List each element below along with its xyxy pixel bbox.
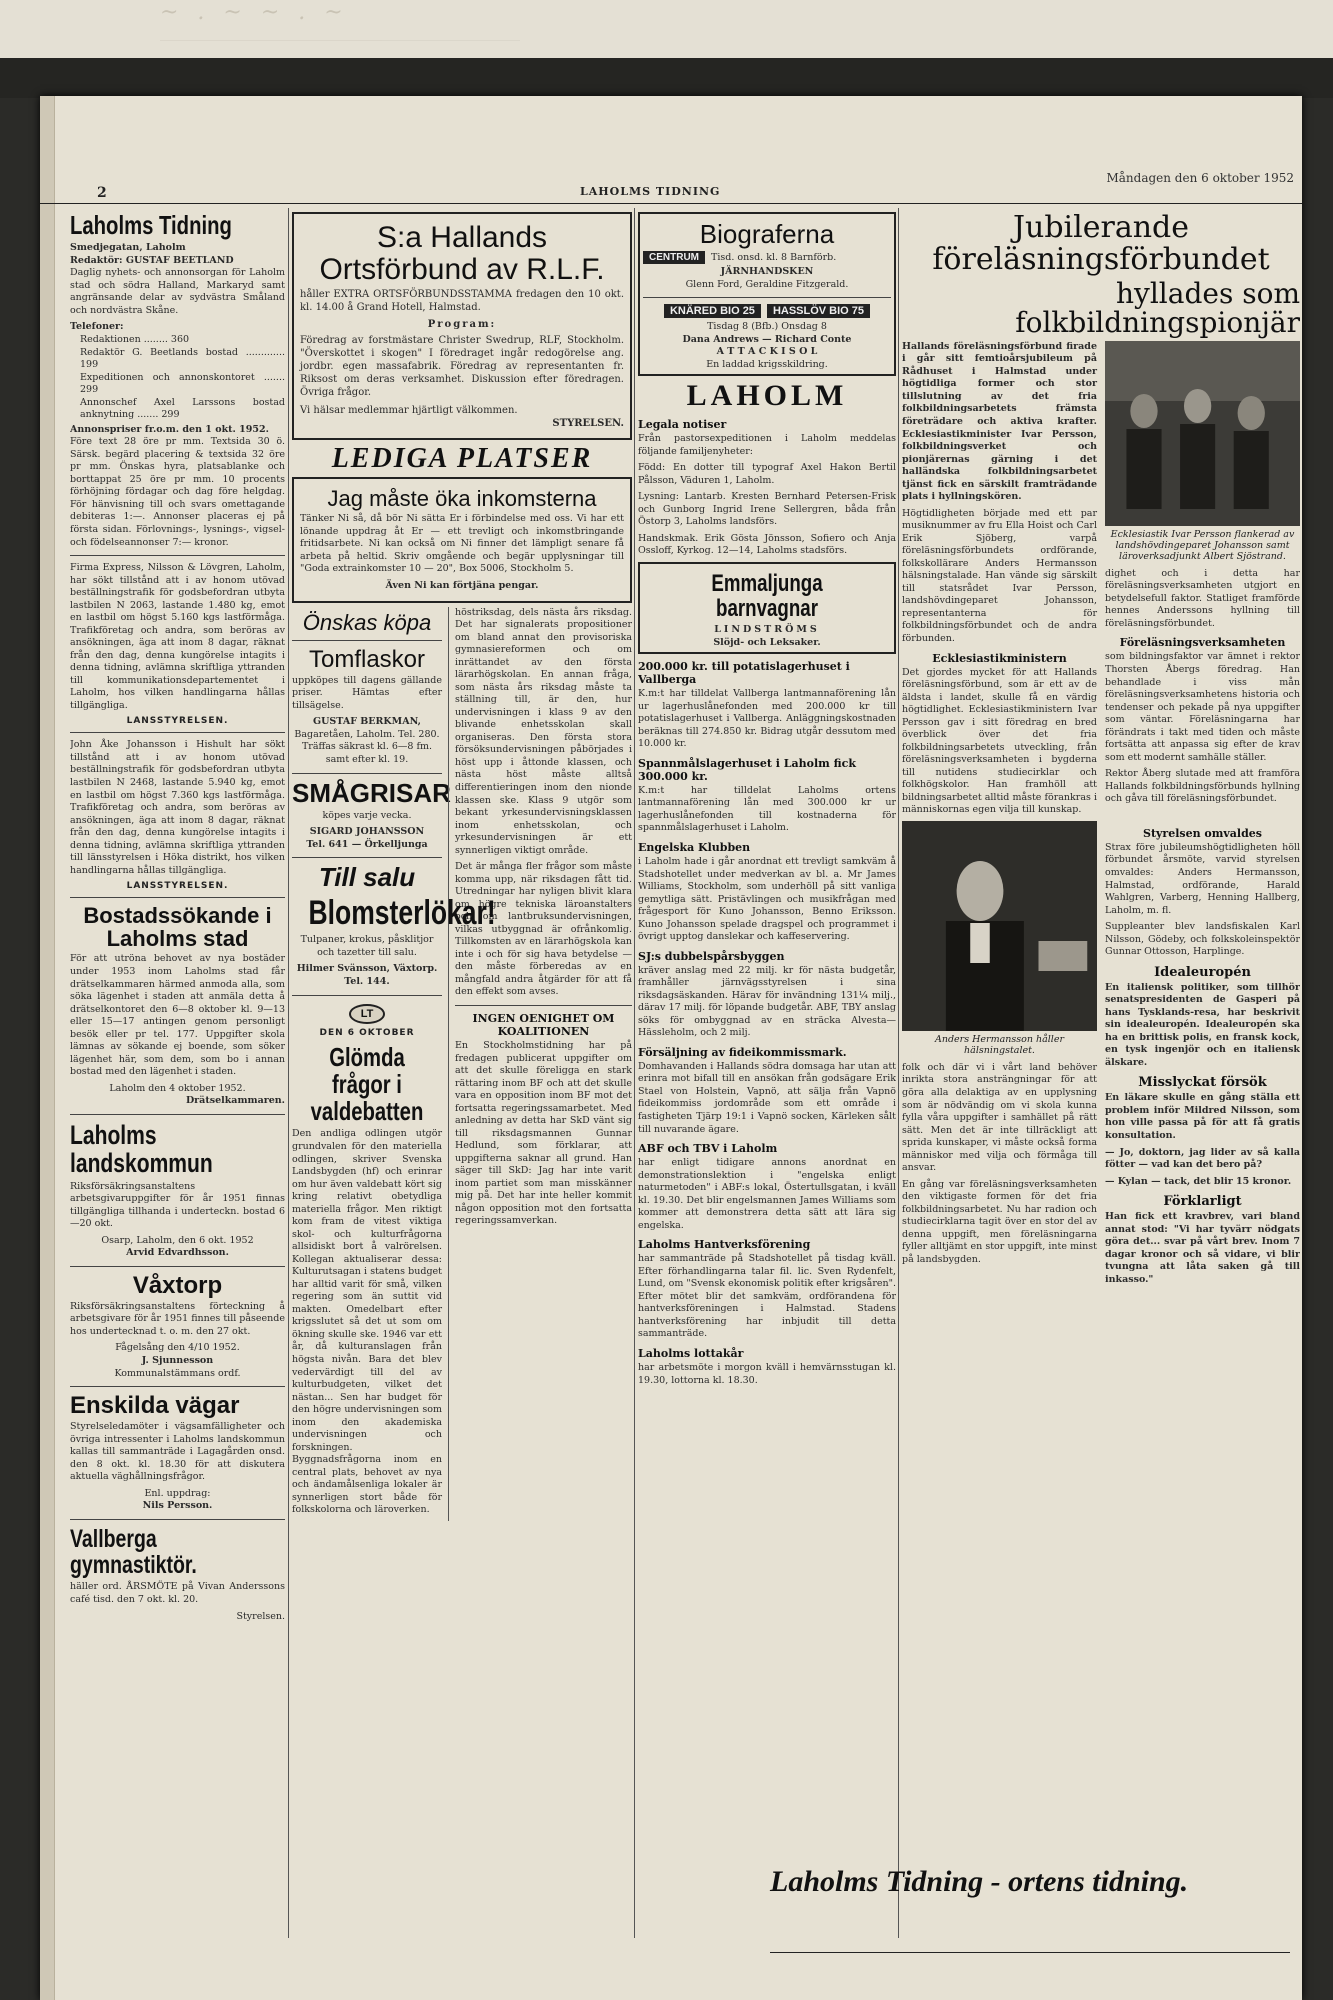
article-lead: Hallands föreläsningsförbund firade i går sitt femtioårsjubileum på Rådhuset i Halmstad under högtidliga former och stor tillslutning av det fria folkbildningsarbetets främsta företrädare och aktiva krafter. Ecklesiastikminister Ivar Persson, folkbildningsverket och pionjärernas gärning i det halländska folkbildningsarbetet tjänst fick en särskilt framträdande plats i hyllningskören. <box>902 340 1097 503</box>
article-text: K.m:t har tilldelat Vallberga lantmannaförening lån ur lagerhuslånefonden med 200.000 kr till potatislagerhuset i Vallberga. Anläggningskostnaden beräknas till 274.850 kr. Bidrag utgår dessutom med 10.000 kr. <box>638 688 896 750</box>
ad-signature: Styrelsen. <box>236 1610 285 1622</box>
article-text: Rektor Åberg slutade med att framföra Hallands folkbildningsförbunds hyllning och gåva till föreläsningsförbundet. <box>1105 768 1300 805</box>
ad-welcome: Vi hälsar medlemmar hjärtligt välkommen. <box>300 404 518 416</box>
divider <box>70 1386 285 1387</box>
article-text: K.m:t har tilldelat Laholms ortens lantmannaförening lån med 300.000 kr ur lagerhuslånefonden till kostnaderna för spannmålslagerhuset i Laholm. <box>638 784 896 834</box>
masthead-title: Laholms Tidning <box>70 210 232 240</box>
ad-signature: Fågelsång den 4/10 1952. <box>115 1342 240 1354</box>
film-title: A T T A C K I S O L <box>716 346 818 358</box>
ad-heading: Tomflaskor <box>308 645 426 673</box>
divider <box>70 1266 285 1267</box>
ad-heading: SMÅGRISAR <box>292 777 451 808</box>
ad-signature: Drätselkammaren. <box>185 1095 285 1107</box>
ad-name: Hilmer Svänsson, Växtorp. Tel. 144. <box>296 963 438 988</box>
divider <box>643 297 891 298</box>
article-text: Född: En dotter till typograf Axel Hakon Bertil Pålsson, Väduren 1, Laholm. <box>638 462 896 486</box>
ad-phone: Tel. 641 — Örkelljunga <box>306 838 428 850</box>
ad-address: Bagaretåen, Laholm. Tel. 280. <box>294 728 440 740</box>
article-text: kräver anslag med 22 milj. kr för nästa budgetår, framhåller järnvägsstyrelsen i sina riksdagsäskanden. Härav för invändning 131¼ milj., därav 17 milj. för löpande budgetår. ABF, TBY anslag söks för ombyggnad av en sträcka Alvesta—Hässleholm, och 2 milj. <box>638 964 896 1039</box>
cinema-logo: HASSLÖV BIO 75 <box>767 304 870 318</box>
photo-caption: Ecklesiastik Ivar Persson flankerad av landshövdingeparet Johansson samt läroverksadjunkt Albert Sjöstrand. <box>1110 528 1295 562</box>
article-text: Domhavanden i Hallands södra domsaga har utan att erinra mot bifall till en ansökan från godsägare Erik Stael von Holstein, Vapnö, att sälja från Vapnö fideikommiss jordområde som ett område i fastigheten Tjärp 19:1 i Vapnö socken, Kärleken sålt till nuvarande ägare. <box>638 1060 896 1135</box>
phones-label: Telefoner: <box>70 321 124 333</box>
lt-logo: LT <box>349 1004 386 1024</box>
ad-text: Tänker Ni så, då bör Ni sätta Er i förbindelse med oss. Vi har ett lönande uppdrag åt Er — ett trevligt och inkomstbringande fritidsarbete. Ni kan också om Ni finner det lämpligt senare få arbeta på heltid. Skriv omgående och begär upplysningar till "Goda extrainkomster 10 — 20", Box 5006, Stockholm 5. <box>300 513 624 575</box>
running-header <box>40 171 1302 204</box>
section-heading: LEDIGA PLATSER <box>331 442 593 474</box>
article-text: En läkare skulle en gång ställa ett problem inför Mildred Nilsson, som hon ville passa på för att få gratis konsultation. <box>1105 1092 1300 1141</box>
ad-signature: J. Sjunnesson <box>141 1355 214 1367</box>
ad-text: Tulpaner, krokus, påsklitjor och tazetter till salu. <box>300 934 434 958</box>
ad-heading: Enskilda vägar <box>70 1392 240 1420</box>
article-text: Den andliga odlingen utgör grundvalen för den materiella odlingen, skriver Svenska Landsbygden (hf) och erinrar om hur även valdebatt kört sig kring relativt obetydliga materiella frågor. Men riktigt kom fram de vitest viktiga skol- och kulturfrågorna allsidiskt bort å valrörelsen. Kollegan aktualiserar dessa: Kulturutsagan i statens budget har alltid varit för små, vilken regering som än suttit vid makten. Omedelbart efter krigsslutet så det ut som om ökning skulle ske. 1946 var ett år, då kulturanslagen från högsta nivån. Bara det blev vedervärdigt till del av kulturbudgeten, vilket det nästan... Sen har budget för den högre undervisningen som inom den akademiska undervisningen och forskningen. Byggnadsfrågorna inom en central plats, behovet av nya och ändamålsenliga lokaler är synnerligen stort både för folkskolorna och läroverken. <box>292 1128 442 1516</box>
film-title: JÄRNHANDSKEN <box>720 266 814 278</box>
headline: Jubilerande föreläsningsförbundet <box>932 210 1270 277</box>
ad-name: GUSTAF BERKMAN, <box>313 716 421 728</box>
article-text: — Kylan — tack, det blir 15 kronor. <box>1105 1175 1292 1187</box>
page-number: 2 <box>97 185 107 201</box>
article-heading: INGEN OENIGHET OM KOALITIONEN <box>472 1012 615 1039</box>
article-heading: ABF och TBV i Laholm <box>638 1142 778 1156</box>
article-text: En gång var föreläsningsverksamheten den viktigaste formen för det fria folkbildningsarbetet. Nu har radion och studiecirklarna tagit över en stor del av denna uppgift, men föreläsningarna fyller alltjämt en stor uppgift, inte minst på landsbygden. <box>902 1178 1097 1265</box>
article-heading: Ecklesiastikministern <box>932 651 1067 665</box>
divider <box>70 732 285 733</box>
job-ad <box>292 477 632 602</box>
ad-text: Riksförsäkringsanstaltens arbetsgivaruppgifter för år 1951 finnas tillgängliga tillhanda i underteckn. bostad 6—20 okt. <box>70 1180 285 1230</box>
film-description: En laddad krigsskildring. <box>706 358 828 370</box>
article-text: Han fick ett kravbrev, vari bland annat stod: "Vi har tyvärr nödgats göra det... svar på vårt brev. Inom 7 dagar kronor och så vidare, vi blir tvungna att låta saken gå till inkasso." <box>1105 1211 1300 1285</box>
ad-heading: Emmaljunga barnvagnar <box>711 569 823 622</box>
ad-signature: Arvid Edvardhsson. <box>126 1247 229 1259</box>
cinema-logo: CENTRUM <box>643 251 705 264</box>
phone-line: Redaktionen ........ 360 <box>80 334 190 346</box>
ad-text: häller ord. ÅRSMÖTE på Vivan Anderssons café tisd. den 7 okt. kl. 20. <box>70 1581 285 1606</box>
program-label: Program: <box>427 319 497 331</box>
ortsforbund-ad <box>292 212 632 440</box>
masthead-editor: Redaktör: GUSTAF BEETLAND <box>70 254 234 266</box>
divider <box>770 1952 1290 1953</box>
phone-line: Expeditionen och annonskontoret ....... 299 <box>80 371 285 396</box>
phone-line: Annonschef Axel Larssons bostad anknytning ....... 299 <box>80 396 285 421</box>
film-cast: Dana Andrews — Richard Conte <box>682 333 852 345</box>
photo-ceremony-image <box>1105 341 1300 526</box>
article-text: i Laholm hade i går anordnat ett trevligt samkväm å Stadshotellet under medverkan av bl. a. Mr James Williams, Stockholm, som underhöll på sitt vanliga gemytliga sätt. Pristävlingen och musikfrågan med frågesport för Kuno Johansson, Benno Eriksson. Kuno Johansson spelade dragspel och programmet i övrigt upptog danslekar och kaffeservering. <box>638 855 896 943</box>
article-heading: Legala notiser <box>638 417 727 431</box>
ad-name: LINDSTRÖMS <box>714 624 820 636</box>
notice-signature: LANSSTYRELSEN. <box>126 716 229 727</box>
masthead-about: Daglig nyhets- och annonsorgan för Laholm stad och södra Halland, Markaryd samt angränsande delar av sydvästra Småland och nordvästra Skåne. <box>70 267 285 316</box>
paper-slogan: Laholms Tidning - ortens tidning. <box>770 1865 1189 1898</box>
article-heading: Föreläsningsverksamheten <box>1119 636 1286 650</box>
emmaljunga-ad <box>638 562 896 654</box>
article-text: Från pastorsexpeditionen i Laholm meddelas följande familjenyheter: <box>638 432 896 457</box>
article-text: Suppleanter blev landsfiskalen Karl Nilsson, Gödeby, och folkskoleinspektör Gunnar Ottosson, Harplinge. <box>1105 921 1300 958</box>
article-heading: Försäljning av fideikommissmark. <box>638 1045 847 1059</box>
prices-text: Före text 28 öre pr mm. Textsida 30 ö. Särsk. begärd placering & textsida 32 öre pr mm. Önskas hyra, platsablanke och borttappat 25 öre pr mm. 10 procents förhöjning fördagar och dag före helgdag. För hänvisning till och svars omettagande debiteras 1:—. Annonser placeras ej på första sidan. Förlovnings-, lysnings-, vigsel- och födelseannonser 7:— kronor. <box>70 436 285 548</box>
column-4 <box>902 208 1300 1928</box>
article-text: har enligt tidigare annons anordnat en demonstrationslektion i "engelska enligt naturmetoden" i ABF:s lokal, Östertullsgatan, i kväll kl. 19.30. Det blir engelsmannen James Williams som kommer att demonstrera detta sätt att lära sig engelska. <box>638 1157 896 1231</box>
article-heading: Laholms lottakår <box>638 1346 744 1360</box>
article-text: En Stockholmstidning har på fredagen publicerat uppgifter om att det skulle föreligga en stark rättaring inom BF och att det skulle vara en opposition inom BF mot det fortsatta regeringssamarbetet. Med anledning av detta har SkD vänt sig till riksdagsmannen Gunnar Hedlund, som förklarar, att uppgifterna saknar all grund. Han säger till SkD: Jag har inte varit inom partiet som man misskänner mig på. Det har inte heller kommit någon opposition mot den fortsatta regeringssamverkan. <box>455 1040 632 1227</box>
section-heading: Biograferna <box>699 219 835 249</box>
article-text: som bildningsfaktor var ämnet i rektor Thorsten Åbergs föredrag. Han behandlade i viss mån föreläsningsverksamhetens historia och tendenser och pekade på nya uppgifter som väntar. Föreläsningarna har förändrats i takt med tiden och måste fortsätta att anpassa sig efter de krav som ett modernt samhälle ställer. <box>1105 651 1300 763</box>
ad-slogan: Även Ni kan förtjäna pengar. <box>385 580 539 592</box>
article-text: En italiensk politiker, som tillhör senatspresidenten de Gasperi på hans Tysklands-resa, har beskrivit sin idealeuropén. Idealeuropén ska ha en brittisk polis, en fransk kock, en tysk ingenjör och en italiensk älskare. <box>1105 981 1300 1068</box>
cinema-times: Tisdag 8 (Bfb.) Onsdag 8 <box>707 321 827 333</box>
column-1 <box>70 208 285 1928</box>
issue-date: Måndagen den 6 oktober 1952 <box>1106 171 1294 185</box>
column-2 <box>292 208 632 1928</box>
ad-heading: Laholms landskommun <box>70 1119 213 1179</box>
ad-heading: S:a Hallands Ortsförbund av R.L.F. <box>319 221 605 286</box>
ad-signature: Osarp, Laholm, den 6 okt. 1952 <box>101 1234 254 1246</box>
lt-date: DEN 6 OKTOBER <box>319 1027 415 1038</box>
column-rule <box>634 208 635 1938</box>
article-text: har sammanträde på Stadshotellet på tisdag kväll. Efter förhandlingarna talar fil. lic. Sven Rydenfelt, Lund, om "Svensk ekonomisk politik efter krigsåren". Efter mötet blir det samkväm, ordförandena för hantverksföreningen i Halmstad. Stadens hantverksförening har inbjudit till detta sammanträde. <box>638 1253 896 1340</box>
prices-heading: Annonspriser fr.o.m. den 1 okt. 1952. <box>70 423 269 435</box>
ad-hours: Träffas säkrast kl. 6—8 fm. samt efter kl. 19. <box>301 741 433 766</box>
ad-heading: Jag måste öka inkomsterna <box>327 486 597 512</box>
article-heading: Misslyckat försök <box>1138 1075 1267 1091</box>
cinema-logo: KNÄRED BIO 25 <box>664 304 761 318</box>
article-text: Strax före jubileumshögtidligheten höll förbundet årsmöte, varvid styrelsen omvaldes: Anders Hermansson, Halmstad, ordförande, Harald Wahlgren, Varberg, Henning Hallberg, Laholm, m. fl. <box>1105 841 1300 916</box>
ad-heading: Blomsterlökar! <box>308 893 496 932</box>
article-text: Handskmak. Erik Gösta Jönsson, Sofiero och Anja Ossloff, Kyrkog. 12—14, Laholms stadsförs. <box>638 532 896 557</box>
newspaper-page <box>40 96 1302 2000</box>
article-text: Lysning: Lantarb. Kresten Bernhard Petersen-Frisk och Gunborg Ingrid Irene Sellergren, båda från Östorp 3, Laholms landsförs. <box>638 491 896 528</box>
article-heading: Styrelsen omvaldes <box>1143 826 1262 840</box>
article-text: Högtidligheten började med ett par musiknummer av fru Ella Hoist och Carl Erik Sjöberg, varpå föreläsningsförbundets ordförande, folkskollärare Anders Hermansson hälsningstalade. Han vände sig särskilt till statsrådet Ivar Persson, landshövdingeparet Johansson, representanterna för folkbildningsförbundet och de andra förbunden. <box>902 507 1097 644</box>
notice-text: Firma Express, Nilsson & Lövgren, Laholm, har sökt tillstånd att i av honom utövad beställningstrafik för godsbefordran utbyta lastbilen N 2063, lastande 1.480 kg, emot en lastbil om högst 5.160 kgs lastförmåga. Trafikföretag och andra, som beröras av ansökningen, äga att inom 8 dagar, räknat från den dag, denna kungörelse intagits i denna tidning, avlämna skriftliga yttranden till kommunikationsdepartementet i Laholm, hos vilken handlingarna hållas tillgängliga. <box>70 562 285 711</box>
photo-caption: Anders Hermansson håller hälsningstalet. <box>935 1033 1064 1056</box>
program-text: Föredrag av forstmästare Christer Swedrup, RLF, Stockholm. "Överskottet i skogen" I föredraget ingår redogörelse ang. jordbr. egen massafabrik. Föredrag av representanten fr. Riksost om deras verksamhet. Diskussion efter föredragen. Övriga frågor. <box>300 334 624 399</box>
ad-text: Slöjd- och Leksaker. <box>713 636 821 648</box>
divider <box>70 897 285 898</box>
ad-signature: STYRELSEN. <box>552 417 624 429</box>
cinema-box <box>638 212 896 376</box>
ad-text: håller EXTRA ORTSFÖRBUNDSSTAMMA fredagen den 10 okt. kl. 14.00 å Grand Hotell, Halmstad. <box>300 289 624 314</box>
column-rule <box>898 208 899 1938</box>
article-heading: 200.000 kr. till potatislagerhuset i Vallberga <box>638 660 850 687</box>
column-3 <box>638 208 896 1968</box>
ad-text: Riksförsäkringsanstaltens förteckning å arbetsgivare för år 1951 finnes till påseende hos undertecknad t. o. m. den 27 okt. <box>70 1300 285 1337</box>
divider <box>292 773 442 774</box>
divider <box>292 640 442 641</box>
backdrop-top <box>0 0 1333 60</box>
article-heading: SJ:s dubbelspårsbyggen <box>638 949 785 963</box>
article-text: — Jo, doktorn, jag lider av så kalla fötter — vad kan det bero på? <box>1105 1146 1300 1171</box>
article-text: Det gjordes mycket för att Hallands föreläsningsförbund, som är ett av de äldsta i landet, skulle få en värdig högtidlighet. Ecklesiastikministern Ivar Persson gav i sitt föredrag en bred överblick över det fria folkbildningsarbetets utveckling, från föreläsningsverksamheten i bygderna till nutidens studiecirklar och folkhögskolor. Han framhöll att bildningsarbetet alltid måste förankras i människornas egen vilja till kunskap. <box>902 666 1097 816</box>
article-heading: Glömda frågor i valdebatten <box>310 1041 424 1127</box>
notice-text: John Åke Johansson i Hishult har sökt tillstånd att i av honom utövad beställningstrafik för godsbefordran utbyta lastbilen N 2468, lastande 5.940 kg, emot en lastbil om högst 7.360 kgs lastförmåga. Trafikföretag och andra, som beröras av ansökningen, äga att inom 8 dagar, räknat från den dag, denna kungörelse intagits i denna tidning, avlämna skriftliga yttranden till länsstyrelsen i Höka distrikt, hos vilken handlingarna hållas tillgängliga. <box>70 739 285 876</box>
binding-edge <box>40 96 55 2000</box>
divider <box>292 995 442 996</box>
article-heading: Laholms Hantverksförening <box>638 1238 811 1252</box>
section-heading: LAHOLM <box>686 379 848 413</box>
ad-signature: Kommunalstämmans ordf. <box>114 1367 241 1379</box>
masthead-address: Smedjegatan, Laholm <box>70 242 186 254</box>
photo-speaker <box>902 821 1097 1031</box>
ad-heading: Våxtorp <box>132 1271 223 1299</box>
paper-name: LAHOLMS TIDNING <box>580 185 721 198</box>
handwriting-scribble: ~ . ~ ~ . ~ <box>160 0 520 41</box>
divider <box>70 1114 285 1115</box>
ad-heading: Bostadssökande i Laholms stad <box>83 903 272 952</box>
notice-signature: LANSSTYRELSEN. <box>126 881 229 892</box>
divider <box>455 1005 632 1006</box>
article-heading: Spannmålslagerhuset i Laholm fick 300.000 kr. <box>638 756 856 783</box>
ad-name: SIGARD JOHANSSON <box>309 826 425 838</box>
ad-signature: Nils Persson. <box>142 1500 213 1512</box>
ad-signature: Enl. uppdrag: <box>144 1487 211 1499</box>
article-heading: Idealeuropén <box>1154 964 1251 980</box>
divider <box>70 1519 285 1520</box>
ad-signature: Laholm den 4 oktober 1952. <box>109 1082 246 1094</box>
article-heading: Förklarligt <box>1163 1194 1242 1210</box>
ad-text: uppköpes till dagens gällande priser. Hämtas efter tillsägelse. <box>292 674 442 711</box>
column-rule <box>288 208 289 1938</box>
article-text: dighet och i detta har föreläsningsverksamheten utgjort en betydelsefull faktor. Statliget framförde hennes Anderssons hyllning till föreläsningsförbundet. <box>1105 567 1300 629</box>
film-cast: Glenn Ford, Geraldine Fitzgerald. <box>685 278 849 290</box>
ad-heading: Önskas köpa <box>302 609 432 635</box>
photo-ceremony <box>1105 341 1300 526</box>
cinema-times: Tisd. onsd. kl. 8 Barnförb. <box>711 251 837 263</box>
article-text: Det är många fler frågor som måste komma upp, när riksdagen fått tid. Utredningar har nyligen blivit klara om högre tekniska läroanstalters och om lantbruksundervisningen, vilkas utbyggnad är ofrånkomlig. Tillkomsten av en lärarhögskola kan inte i och för sig hava betydelse — den måste förberedas av en mångfald andra åtgärder för att få den effekt som avses. <box>455 861 632 998</box>
ad-text: Styrelseledamöter i vägsamfälligheter och övriga intressenter i Laholms landskommun kallas till sammanträde i Lagagården onsd. den 8 okt. kl. 18.30 för att diskutera aktuella väghållningsfrågor. <box>70 1421 285 1483</box>
article-heading: Engelska Klubben <box>638 840 751 854</box>
ad-heading: Till salu <box>318 862 416 893</box>
ad-text: köpes varje vecka. <box>322 809 412 821</box>
article-text: har arbetsmöte i morgon kväll i hemvärnsstugan kl. 19.30, lottorna kl. 18.30. <box>638 1361 896 1386</box>
article-text: höstriksdag, dels nästa års riksdag. Det har signalerats propositioner om bland annat den provisoriska gymnasiereformen och om inrättandet av den första lärarhögskolan. En annan fråga, som nästa års riksdag måste ta ställning till, är den, hur undervisningen i klass 9 av den blivande enhetsskolan skall organiseras. Den första stora försöksundervisningen påbörjades i höst upp i åttonde klassen, och nästa höst måste alltså differentieringen inom den nionde klassen ske. Klass 9 utgör som bekant yrkesundervisningsklassen inom enhetsskolan, och yrkesundervisningen är ett synnerligen viktigt område. <box>455 606 632 856</box>
phone-line: Redaktör G. Beetlands bostad ............. 199 <box>80 346 285 371</box>
divider <box>292 857 442 858</box>
divider <box>70 555 285 556</box>
article-text: folk och där vi i vårt land behöver inrikta stora ansträngningar för att göra alla delaktiga av en upplysning som är nödvändig om vi skola kunna fylla våra uppgifter i samhället på rätt sätt. Men det är inte tillräckligt att sprida kunskaper, vi måste också forma människor med vilja och förmåga till ansvar. <box>902 1061 1097 1174</box>
ad-heading: Vallberga gymnastiktör. <box>70 1524 197 1580</box>
ad-text: För att utröna behovet av nya bostäder under 1953 inom Laholms stad får drätselkammaren härmed anmoda alla, som söka lägenhet i staden att anmäla detta å drätselkontoret den 6—8 oktober kl. 9—13 eller 15—17 antingen genom personligt besök eller pr tel. 177. Uppgifter skola lämnas av sökande ej boende, som söker lägenhet här, som dem, som bo i annan bostad med den lägenhet i staden. <box>70 953 285 1078</box>
photo-speaker-image <box>902 821 1097 1031</box>
headline: hyllades som folkbildningspionjär <box>1015 277 1300 340</box>
backdrop-band <box>0 58 1333 98</box>
